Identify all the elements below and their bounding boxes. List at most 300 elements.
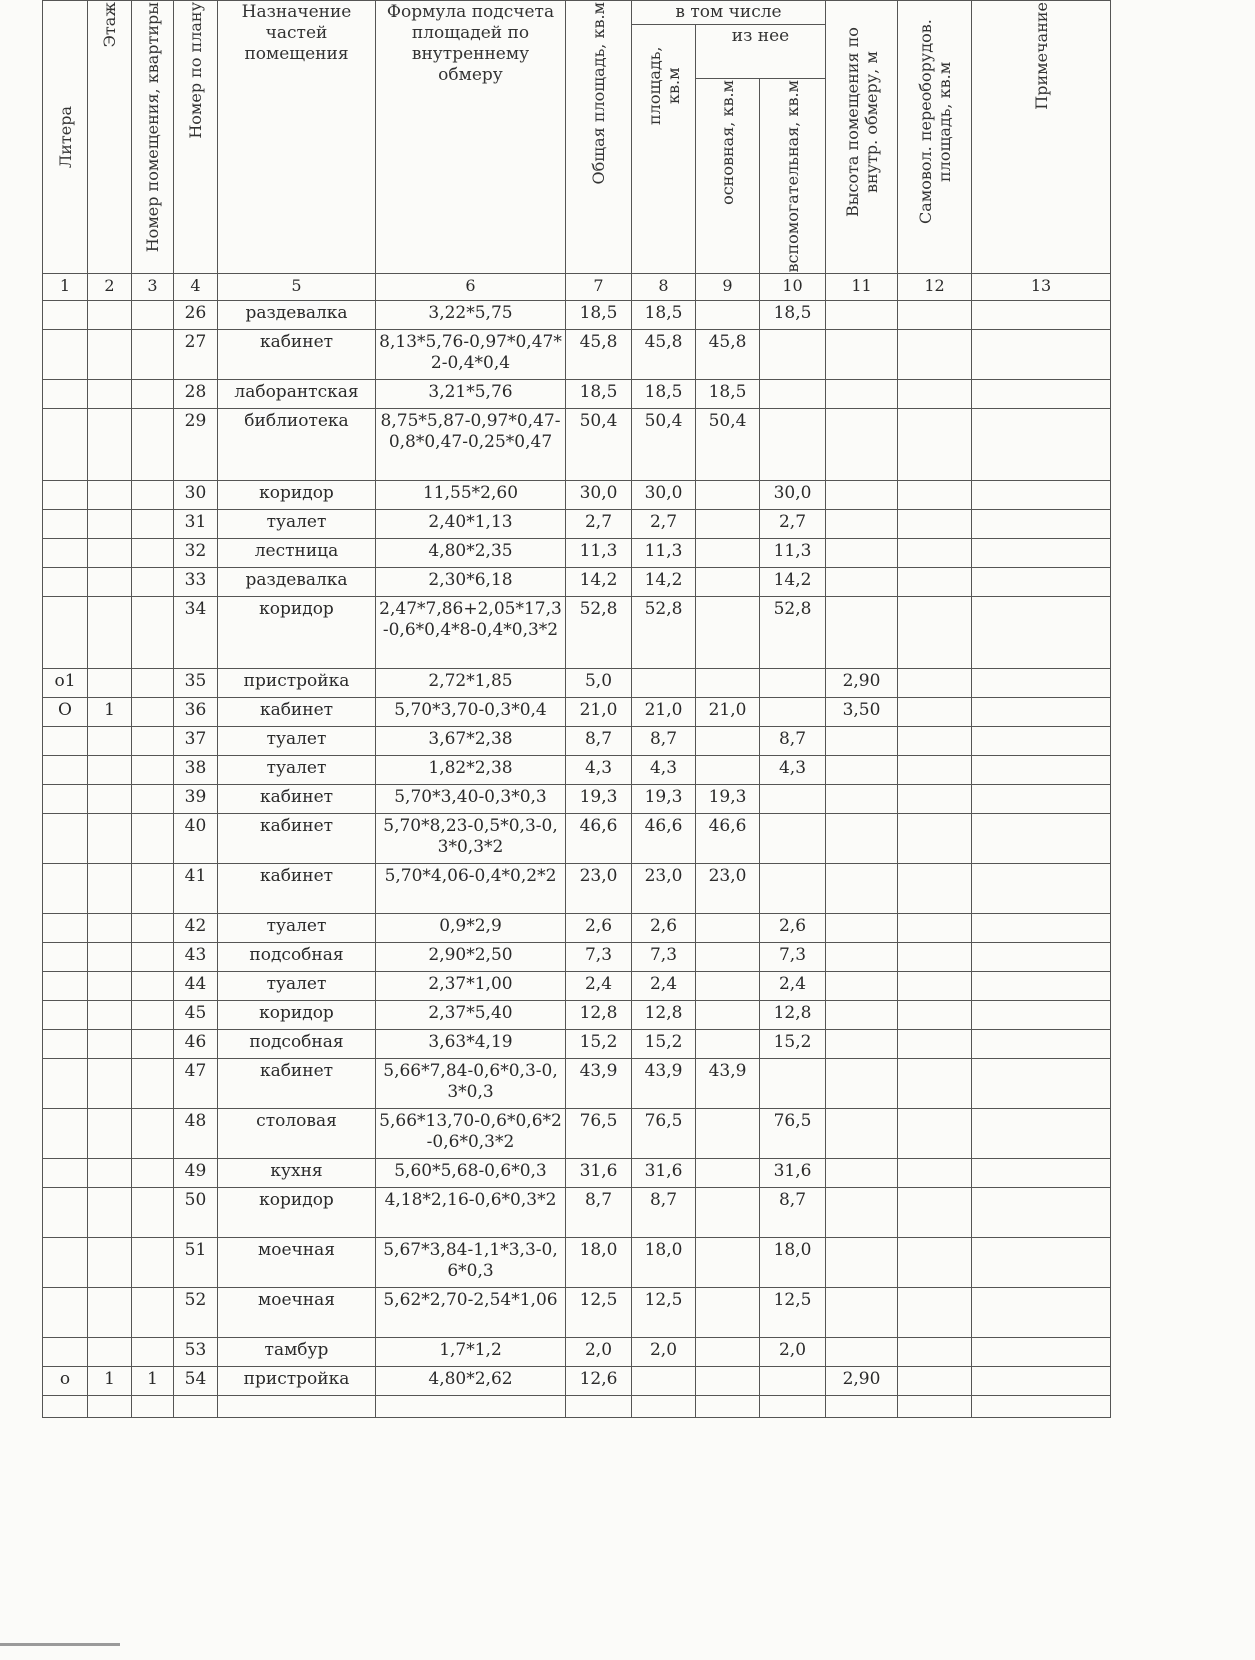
table-row	[43, 864, 1111, 914]
samovol-cell	[898, 539, 972, 568]
samovol-cell	[898, 1059, 972, 1109]
obshaya-ploshad-cell: 12,8	[566, 1001, 632, 1030]
formula-cell: 4,18*2,16-0,6*0,3*2	[376, 1188, 566, 1238]
vspomogatelnaya-cell: 15,2	[760, 1030, 826, 1059]
samovol-cell	[898, 1338, 972, 1367]
obshaya-ploshad-cell: 5,0	[566, 669, 632, 698]
header-osnovnaya: основная, кв.м	[696, 78, 760, 273]
nomer-pomescheniya-cell	[132, 409, 174, 481]
etazh-cell	[88, 1288, 132, 1338]
table-row	[43, 1367, 1111, 1396]
vysota-cell	[826, 943, 898, 972]
primechanie-cell	[972, 814, 1111, 864]
col-number: 9	[696, 274, 760, 301]
samovol-cell	[898, 597, 972, 669]
etazh-cell	[88, 814, 132, 864]
formula-cell: 2,37*1,00	[376, 972, 566, 1001]
vspomogatelnaya-cell: 11,3	[760, 539, 826, 568]
formula-cell: 1,7*1,2	[376, 1338, 566, 1367]
etazh-cell	[88, 914, 132, 943]
primechanie-cell	[972, 1396, 1111, 1418]
ploshad-cell: 2,4	[632, 972, 696, 1001]
nomer-po-planu-cell: 34	[174, 597, 218, 669]
litera-cell	[43, 510, 88, 539]
osnovnaya-cell	[696, 1109, 760, 1159]
vspomogatelnaya-cell	[760, 669, 826, 698]
naznachenie-cell: кабинет	[218, 330, 376, 380]
vysota-cell	[826, 481, 898, 510]
etazh-cell	[88, 330, 132, 380]
nomer-pomescheniya-cell	[132, 727, 174, 756]
litera-cell	[43, 380, 88, 409]
vysota-cell	[826, 1109, 898, 1159]
naznachenie-cell: туалет	[218, 727, 376, 756]
primechanie-cell	[972, 785, 1111, 814]
primechanie-cell	[972, 669, 1111, 698]
nomer-pomescheniya-cell	[132, 1109, 174, 1159]
litera-cell: О	[43, 698, 88, 727]
naznachenie-cell: коридор	[218, 1188, 376, 1238]
obshaya-ploshad-cell: 43,9	[566, 1059, 632, 1109]
vysota-cell	[826, 785, 898, 814]
vysota-cell	[826, 914, 898, 943]
nomer-po-planu-cell: 29	[174, 409, 218, 481]
nomer-pomescheniya-cell	[132, 330, 174, 380]
obshaya-ploshad-cell: 18,5	[566, 301, 632, 330]
table-body	[43, 301, 1111, 1418]
formula-cell: 5,66*7,84-0,6*0,3-0,3*0,3	[376, 1059, 566, 1109]
vspomogatelnaya-cell: 12,5	[760, 1288, 826, 1338]
header-primechanie: Примечание	[972, 1, 1111, 274]
osnovnaya-cell: 23,0	[696, 864, 760, 914]
naznachenie-cell: кухня	[218, 1159, 376, 1188]
etazh-cell	[88, 1338, 132, 1367]
litera-cell	[43, 1288, 88, 1338]
header-litera: Литера	[43, 1, 88, 274]
nomer-pomescheniya-cell	[132, 481, 174, 510]
vspomogatelnaya-cell: 30,0	[760, 481, 826, 510]
naznachenie-cell: кабинет	[218, 698, 376, 727]
vysota-cell	[826, 864, 898, 914]
nomer-po-planu-cell: 36	[174, 698, 218, 727]
table-row	[43, 698, 1111, 727]
samovol-cell	[898, 914, 972, 943]
naznachenie-cell: кабинет	[218, 785, 376, 814]
etazh-cell	[88, 409, 132, 481]
vspomogatelnaya-cell: 4,3	[760, 756, 826, 785]
nomer-po-planu-cell: 35	[174, 669, 218, 698]
vspomogatelnaya-cell: 2,4	[760, 972, 826, 1001]
nomer-po-planu-cell: 50	[174, 1188, 218, 1238]
obshaya-ploshad-cell: 76,5	[566, 1109, 632, 1159]
nomer-pomescheniya-cell	[132, 669, 174, 698]
ploshad-cell: 76,5	[632, 1109, 696, 1159]
osnovnaya-cell: 19,3	[696, 785, 760, 814]
osnovnaya-cell	[696, 510, 760, 539]
ploshad-cell: 15,2	[632, 1030, 696, 1059]
naznachenie-cell	[218, 1396, 376, 1418]
formula-cell: 2,37*5,40	[376, 1001, 566, 1030]
naznachenie-cell: туалет	[218, 510, 376, 539]
litera-cell	[43, 1396, 88, 1418]
table-row	[43, 1396, 1111, 1418]
vysota-cell	[826, 1188, 898, 1238]
samovol-cell	[898, 785, 972, 814]
etazh-cell: 1	[88, 1367, 132, 1396]
nomer-po-planu-cell: 27	[174, 330, 218, 380]
samovol-cell	[898, 972, 972, 1001]
header-obshaya-ploshad: Общая площадь, кв.м	[566, 1, 632, 274]
etazh-cell	[88, 669, 132, 698]
table-row	[43, 380, 1111, 409]
osnovnaya-cell: 50,4	[696, 409, 760, 481]
samovol-cell	[898, 698, 972, 727]
nomer-po-planu-cell: 45	[174, 1001, 218, 1030]
samovol-cell	[898, 727, 972, 756]
naznachenie-cell: библиотека	[218, 409, 376, 481]
ploshad-cell	[632, 1396, 696, 1418]
primechanie-cell	[972, 1059, 1111, 1109]
samovol-cell	[898, 669, 972, 698]
primechanie-cell	[972, 330, 1111, 380]
table-row	[43, 1001, 1111, 1030]
primechanie-cell	[972, 914, 1111, 943]
formula-cell: 3,22*5,75	[376, 301, 566, 330]
vysota-cell	[826, 756, 898, 785]
naznachenie-cell: кабинет	[218, 864, 376, 914]
nomer-po-planu-cell: 40	[174, 814, 218, 864]
ploshad-cell: 43,9	[632, 1059, 696, 1109]
obshaya-ploshad-cell: 15,2	[566, 1030, 632, 1059]
etazh-cell	[88, 597, 132, 669]
vysota-cell	[826, 409, 898, 481]
table-row	[43, 1238, 1111, 1288]
vspomogatelnaya-cell: 52,8	[760, 597, 826, 669]
vysota-cell	[826, 1059, 898, 1109]
osnovnaya-cell	[696, 972, 760, 1001]
samovol-cell	[898, 1288, 972, 1338]
vspomogatelnaya-cell	[760, 814, 826, 864]
primechanie-cell	[972, 1238, 1111, 1288]
primechanie-cell	[972, 1188, 1111, 1238]
nomer-pomescheniya-cell	[132, 1288, 174, 1338]
primechanie-cell	[972, 756, 1111, 785]
table-row	[43, 814, 1111, 864]
table-row	[43, 1188, 1111, 1238]
naznachenie-cell: пристройка	[218, 669, 376, 698]
naznachenie-cell: раздевалка	[218, 301, 376, 330]
primechanie-cell	[972, 510, 1111, 539]
table-row	[43, 914, 1111, 943]
primechanie-cell	[972, 539, 1111, 568]
etazh-cell	[88, 568, 132, 597]
formula-cell: 1,82*2,38	[376, 756, 566, 785]
nomer-pomescheniya-cell	[132, 756, 174, 785]
formula-cell: 5,66*13,70-0,6*0,6*2-0,6*0,3*2	[376, 1109, 566, 1159]
nomer-pomescheniya-cell	[132, 510, 174, 539]
samovol-cell	[898, 1238, 972, 1288]
primechanie-cell	[972, 1338, 1111, 1367]
formula-cell: 3,67*2,38	[376, 727, 566, 756]
vspomogatelnaya-cell: 14,2	[760, 568, 826, 597]
litera-cell	[43, 481, 88, 510]
vysota-cell	[826, 510, 898, 539]
vysota-cell: 2,90	[826, 1367, 898, 1396]
vspomogatelnaya-cell	[760, 1059, 826, 1109]
nomer-pomescheniya-cell	[132, 785, 174, 814]
samovol-cell	[898, 568, 972, 597]
osnovnaya-cell	[696, 1188, 760, 1238]
primechanie-cell	[972, 1159, 1111, 1188]
col-number: 4	[174, 274, 218, 301]
obshaya-ploshad-cell: 45,8	[566, 330, 632, 380]
obshaya-ploshad-cell: 2,6	[566, 914, 632, 943]
ploshad-cell: 52,8	[632, 597, 696, 669]
samovol-cell	[898, 1396, 972, 1418]
osnovnaya-cell	[696, 568, 760, 597]
nomer-po-planu-cell	[174, 1396, 218, 1418]
nomer-pomescheniya-cell	[132, 1396, 174, 1418]
table-row	[43, 972, 1111, 1001]
table-row	[43, 943, 1111, 972]
obshaya-ploshad-cell: 21,0	[566, 698, 632, 727]
primechanie-cell	[972, 698, 1111, 727]
primechanie-cell	[972, 864, 1111, 914]
ploshad-cell: 18,5	[632, 380, 696, 409]
vysota-cell	[826, 568, 898, 597]
table-row	[43, 597, 1111, 669]
etazh-cell	[88, 972, 132, 1001]
naznachenie-cell: пристройка	[218, 1367, 376, 1396]
obshaya-ploshad-cell: 18,5	[566, 380, 632, 409]
obshaya-ploshad-cell: 14,2	[566, 568, 632, 597]
samovol-cell	[898, 864, 972, 914]
col-number: 8	[632, 274, 696, 301]
nomer-pomescheniya-cell	[132, 1338, 174, 1367]
naznachenie-cell: коридор	[218, 481, 376, 510]
nomer-po-planu-cell: 38	[174, 756, 218, 785]
table-row	[43, 1338, 1111, 1367]
primechanie-cell	[972, 972, 1111, 1001]
formula-cell: 3,63*4,19	[376, 1030, 566, 1059]
naznachenie-cell: кабинет	[218, 814, 376, 864]
litera-cell	[43, 1059, 88, 1109]
samovol-cell	[898, 409, 972, 481]
naznachenie-cell: коридор	[218, 1001, 376, 1030]
formula-cell: 11,55*2,60	[376, 481, 566, 510]
ploshad-cell: 45,8	[632, 330, 696, 380]
vysota-cell	[826, 330, 898, 380]
etazh-cell	[88, 481, 132, 510]
vspomogatelnaya-cell	[760, 380, 826, 409]
vspomogatelnaya-cell: 8,7	[760, 1188, 826, 1238]
vspomogatelnaya-cell	[760, 864, 826, 914]
litera-cell	[43, 814, 88, 864]
nomer-po-planu-cell: 28	[174, 380, 218, 409]
nomer-pomescheniya-cell	[132, 972, 174, 1001]
nomer-pomescheniya-cell	[132, 814, 174, 864]
vspomogatelnaya-cell	[760, 785, 826, 814]
formula-cell: 8,75*5,87-0,97*0,47-0,8*0,47-0,25*0,47	[376, 409, 566, 481]
samovol-cell	[898, 1109, 972, 1159]
obshaya-ploshad-cell: 2,4	[566, 972, 632, 1001]
primechanie-cell	[972, 1109, 1111, 1159]
nomer-pomescheniya-cell	[132, 943, 174, 972]
litera-cell	[43, 1001, 88, 1030]
nomer-po-planu-cell: 51	[174, 1238, 218, 1288]
nomer-pomescheniya-cell	[132, 1238, 174, 1288]
primechanie-cell	[972, 1367, 1111, 1396]
nomer-pomescheniya-cell: 1	[132, 1367, 174, 1396]
primechanie-cell	[972, 1288, 1111, 1338]
header-vspomogatelnaya: вспомогательная, кв.м	[760, 78, 826, 273]
ploshad-cell: 8,7	[632, 1188, 696, 1238]
obshaya-ploshad-cell: 52,8	[566, 597, 632, 669]
vysota-cell	[826, 1396, 898, 1418]
table-row	[43, 785, 1111, 814]
naznachenie-cell: туалет	[218, 914, 376, 943]
osnovnaya-cell	[696, 1001, 760, 1030]
table-row	[43, 1030, 1111, 1059]
col-number: 10	[760, 274, 826, 301]
osnovnaya-cell	[696, 1159, 760, 1188]
vysota-cell	[826, 1338, 898, 1367]
obshaya-ploshad-cell: 46,6	[566, 814, 632, 864]
formula-cell: 5,70*8,23-0,5*0,3-0,3*0,3*2	[376, 814, 566, 864]
vysota-cell	[826, 1159, 898, 1188]
nomer-po-planu-cell: 31	[174, 510, 218, 539]
samovol-cell	[898, 814, 972, 864]
formula-cell: 8,13*5,76-0,97*0,47*2-0,4*0,4	[376, 330, 566, 380]
table-row	[43, 1059, 1111, 1109]
vspomogatelnaya-cell	[760, 409, 826, 481]
naznachenie-cell: моечная	[218, 1288, 376, 1338]
samovol-cell	[898, 1030, 972, 1059]
header-formula: Формула подсчета площадей по внутреннему обмеру	[376, 1, 566, 274]
col-number: 5	[218, 274, 376, 301]
litera-cell	[43, 914, 88, 943]
samovol-cell	[898, 380, 972, 409]
formula-cell: 2,40*1,13	[376, 510, 566, 539]
nomer-po-planu-cell: 43	[174, 943, 218, 972]
vysota-cell	[826, 1030, 898, 1059]
obshaya-ploshad-cell: 2,0	[566, 1338, 632, 1367]
etazh-cell	[88, 1159, 132, 1188]
litera-cell	[43, 301, 88, 330]
vysota-cell	[826, 1288, 898, 1338]
litera-cell	[43, 568, 88, 597]
formula-cell: 5,70*3,40-0,3*0,3	[376, 785, 566, 814]
samovol-cell	[898, 481, 972, 510]
osnovnaya-cell	[696, 1338, 760, 1367]
primechanie-cell	[972, 301, 1111, 330]
nomer-po-planu-cell: 30	[174, 481, 218, 510]
vspomogatelnaya-cell: 12,8	[760, 1001, 826, 1030]
header-iz-nee: из нее	[696, 25, 826, 79]
column-numbers-row	[43, 274, 1111, 301]
table-row	[43, 481, 1111, 510]
formula-cell: 4,80*2,62	[376, 1367, 566, 1396]
col-number: 11	[826, 274, 898, 301]
nomer-po-planu-cell: 41	[174, 864, 218, 914]
etazh-cell	[88, 301, 132, 330]
etazh-cell	[88, 1030, 132, 1059]
etazh-cell	[88, 1238, 132, 1288]
col-number: 3	[132, 274, 174, 301]
nomer-po-planu-cell: 47	[174, 1059, 218, 1109]
vspomogatelnaya-cell	[760, 330, 826, 380]
table-row	[43, 1288, 1111, 1338]
col-number: 2	[88, 274, 132, 301]
formula-cell	[376, 1396, 566, 1418]
col-number: 13	[972, 274, 1111, 301]
primechanie-cell	[972, 943, 1111, 972]
osnovnaya-cell	[696, 914, 760, 943]
formula-cell: 5,70*3,70-0,3*0,4	[376, 698, 566, 727]
vspomogatelnaya-cell: 18,5	[760, 301, 826, 330]
ploshad-cell: 12,8	[632, 1001, 696, 1030]
ploshad-cell: 2,6	[632, 914, 696, 943]
nomer-po-planu-cell: 26	[174, 301, 218, 330]
etazh-cell	[88, 943, 132, 972]
col-number: 12	[898, 274, 972, 301]
litera-cell	[43, 1238, 88, 1288]
table-row	[43, 727, 1111, 756]
ploshad-cell: 2,7	[632, 510, 696, 539]
vysota-cell	[826, 727, 898, 756]
osnovnaya-cell: 21,0	[696, 698, 760, 727]
primechanie-cell	[972, 481, 1111, 510]
table-row	[43, 409, 1111, 481]
litera-cell	[43, 1109, 88, 1159]
naznachenie-cell: моечная	[218, 1238, 376, 1288]
litera-cell	[43, 539, 88, 568]
nomer-po-planu-cell: 44	[174, 972, 218, 1001]
header-v-tom-chisle: в том числе	[632, 1, 826, 25]
ploshad-cell: 7,3	[632, 943, 696, 972]
nomer-pomescheniya-cell	[132, 539, 174, 568]
nomer-po-planu-cell: 46	[174, 1030, 218, 1059]
litera-cell	[43, 330, 88, 380]
etazh-cell	[88, 510, 132, 539]
vspomogatelnaya-cell	[760, 1367, 826, 1396]
etazh-cell	[88, 1059, 132, 1109]
osnovnaya-cell	[696, 1030, 760, 1059]
naznachenie-cell: подсобная	[218, 1030, 376, 1059]
primechanie-cell	[972, 1030, 1111, 1059]
nomer-pomescheniya-cell	[132, 1159, 174, 1188]
naznachenie-cell: раздевалка	[218, 568, 376, 597]
scan-edge-line	[0, 1643, 120, 1646]
formula-cell: 3,21*5,76	[376, 380, 566, 409]
vysota-cell	[826, 597, 898, 669]
naznachenie-cell: туалет	[218, 756, 376, 785]
litera-cell	[43, 1030, 88, 1059]
ploshad-cell: 19,3	[632, 785, 696, 814]
nomer-pomescheniya-cell	[132, 1188, 174, 1238]
nomer-po-planu-cell: 48	[174, 1109, 218, 1159]
litera-cell	[43, 597, 88, 669]
formula-cell: 0,9*2,9	[376, 914, 566, 943]
primechanie-cell	[972, 409, 1111, 481]
osnovnaya-cell	[696, 1288, 760, 1338]
litera-cell	[43, 785, 88, 814]
vysota-cell: 3,50	[826, 698, 898, 727]
col-number: 1	[43, 274, 88, 301]
vspomogatelnaya-cell: 2,7	[760, 510, 826, 539]
osnovnaya-cell	[696, 727, 760, 756]
etazh-cell	[88, 1001, 132, 1030]
